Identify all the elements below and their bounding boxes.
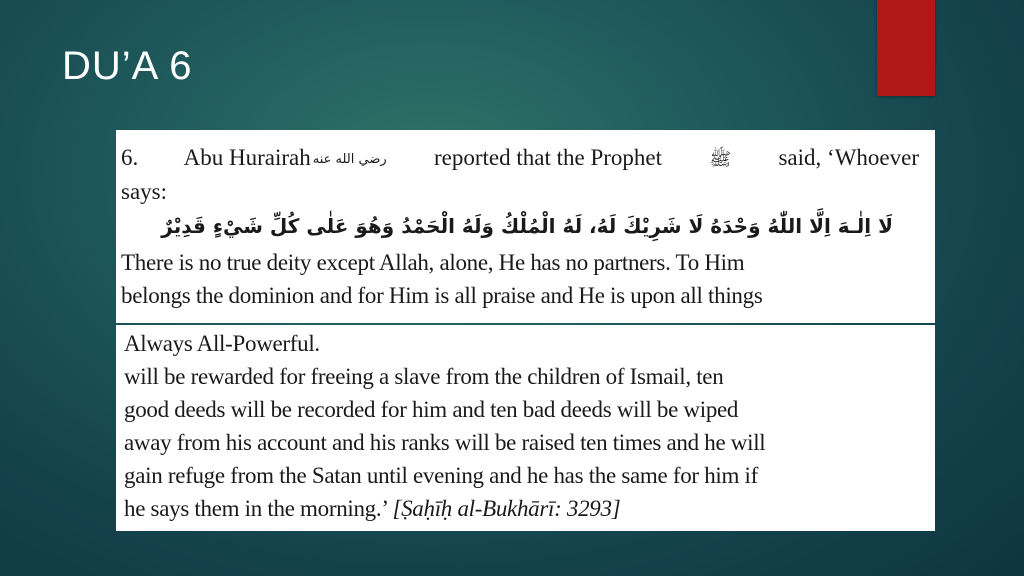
red-accent-bar [877,0,935,96]
said-text: said, ‘Whoever [778,145,919,170]
reward-line-2: good deeds will be recorded for him and ten bad deeds will be wiped [124,397,739,422]
translation-line-1: There is no true deity except Allah, alone, He has no partners. To Him [121,250,745,275]
reward-line-1: will be rewarded for freeing a slave from the children of Ismail, ten [124,364,724,389]
reward-line-4: gain refuge from the Satan until evening and he has the same for him if [124,463,758,488]
reward-line-3: away from his account and his ranks will be raised ten times and he will [124,430,766,455]
narrator-group [184,142,389,176]
hadith-header-line [121,142,919,176]
reward-line-5 [124,492,921,525]
reported-text: reported that the Prophet [434,145,663,170]
hadith-reference: [Ṣaḥīḥ al-Bukhārī: 3293] [392,496,621,521]
hadith-number: 6. [121,145,139,170]
slide-title: DU’A 6 [62,44,193,88]
narrator-name: Abu Hurairah [183,145,311,170]
arabic-dua: لَا اِلٰـهَ اِلَّا اللّٰهُ وَحْدَهُ لَا شَرِيْكَ لَهُ، لَهُ الْمُلْكُ وَلَهُ الْحَمْدُ وَهُوَ عَلٰى كُلِّ شَيْءٍ قَدِيْرٌ [161,214,893,238]
says-text: says: [121,179,167,204]
hadith-image-top [116,130,935,323]
reward-line-5-text: he says them in the morning.’ [124,496,387,521]
prophet-honorific: ﷺ [709,149,732,170]
translation-line-3: Always All-Powerful. [124,331,320,356]
narrator-honorific: رضي الله عنه [312,151,387,167]
hadith-image-bottom [116,325,935,531]
translation-line-2: belongs the dominion and for Him is all praise and He is upon all things [121,283,763,308]
